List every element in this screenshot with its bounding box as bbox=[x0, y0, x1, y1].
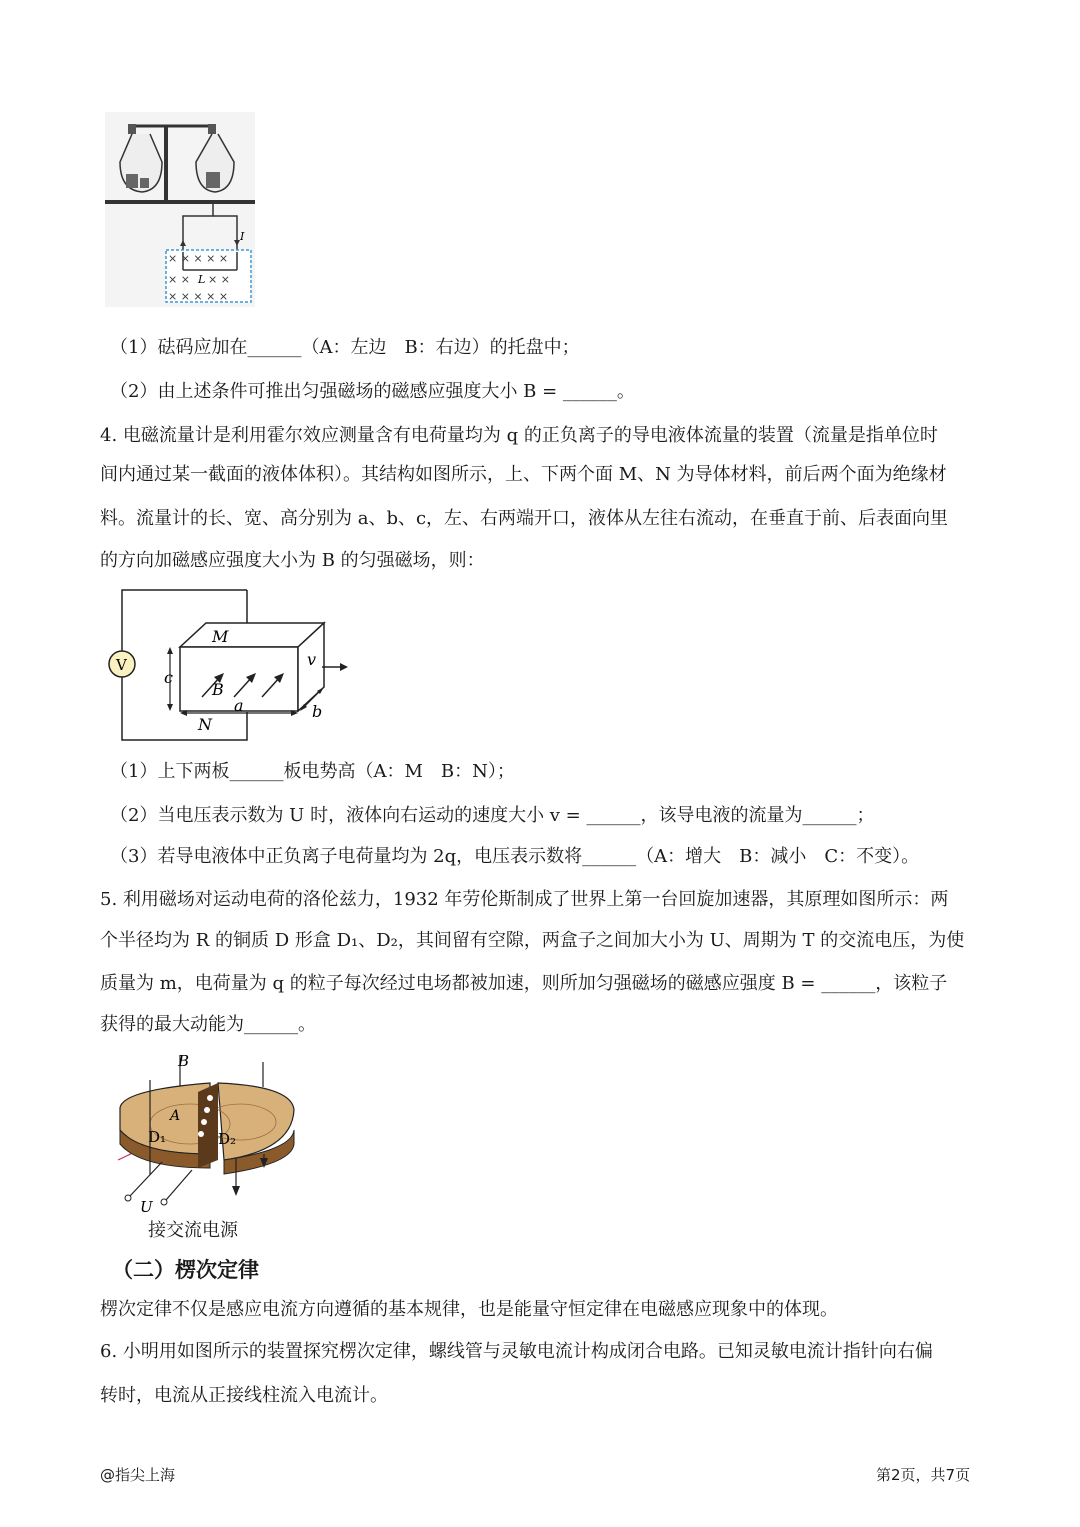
q5-line-4: 获得的最大动能为______。 bbox=[100, 1014, 316, 1035]
q6-line-1: 6. 小明用如图所示的装置探究楞次定律，螺线管与灵敏电流计构成闭合电路。已知灵敏电流计指针向右偏 bbox=[100, 1341, 933, 1362]
q3-sub2: （2）由上述条件可推出匀强磁场的磁感应强度大小 B = ______。 bbox=[110, 381, 635, 402]
q6-line-2: 转时，电流从正接线柱流入电流计。 bbox=[100, 1385, 388, 1406]
svg-text:B: B bbox=[212, 680, 224, 699]
q4-sub1: （1）上下两板______板电势高（A：M B：N）； bbox=[110, 761, 515, 782]
svg-text:× × × × ×: × × × × × bbox=[168, 290, 229, 303]
cyclotron-figure bbox=[100, 1050, 305, 1220]
svg-text:v: v bbox=[307, 650, 317, 669]
svg-text:× ×: × × bbox=[208, 273, 230, 286]
svg-text:a: a bbox=[234, 696, 244, 715]
balance-figure bbox=[100, 112, 260, 312]
q4-line-3: 料。流量计的长、宽、高分别为 a、b、c，左、右两端开口，液体从左往右流动，在垂直于前、后表面向里 bbox=[100, 508, 949, 529]
flowmeter-figure bbox=[100, 585, 350, 750]
svg-text:D₂: D₂ bbox=[218, 1130, 237, 1148]
section-intro: 楞次定律不仅是感应电流方向遵循的基本规律，也是能量守恒定律在电磁感应现象中的体现。 bbox=[100, 1299, 838, 1320]
q4-line-4: 的方向加磁感应强度大小为 B 的匀强磁场，则： bbox=[100, 550, 485, 571]
svg-text:L: L bbox=[198, 273, 206, 286]
svg-text:I: I bbox=[240, 230, 245, 243]
svg-text:U: U bbox=[140, 1198, 153, 1216]
q4-line-1: 4. 电磁流量计是利用霍尔效应测量含有电荷量均为 q 的正负离子的导电液体流量的装置（流量是指单位时 bbox=[100, 425, 938, 446]
cyclotron-caption: 接交流电源 bbox=[148, 1220, 238, 1241]
page-number: 第2页，共7页 bbox=[876, 1466, 971, 1484]
q5-line-2: 个半径均为 R 的铜质 D 形盒 D₁、D₂，其间留有空隙，两盒子之间加大小为 U、周期为 T 的交流电压，为使 bbox=[100, 930, 965, 951]
svg-text:N: N bbox=[198, 715, 212, 734]
section-heading: （二）楞次定律 bbox=[112, 1258, 259, 1282]
svg-text:b: b bbox=[312, 702, 323, 721]
svg-text:V: V bbox=[116, 656, 127, 674]
q5-line-1: 5. 利用磁场对运动电荷的洛伦兹力，1932 年劳伦斯制成了世界上第一台回旋加速器，其原理如图所示：两 bbox=[100, 889, 949, 910]
svg-text:M: M bbox=[212, 627, 229, 646]
q4-line-2: 间内通过某一截面的液体体积）。其结构如图所示，上、下两个面 M、N 为导体材料，前后两个面为绝缘材 bbox=[100, 464, 947, 485]
svg-text:× ×: × × bbox=[168, 273, 190, 286]
svg-text:A: A bbox=[170, 1108, 181, 1124]
svg-text:× × × × ×: × × × × × bbox=[168, 252, 229, 265]
q5-line-3: 质量为 m，电荷量为 q 的粒子每次经过电场都被加速，则所加匀强磁场的磁感应强度 B = ______，该粒子 bbox=[100, 973, 948, 994]
svg-text:D₁: D₁ bbox=[148, 1128, 167, 1146]
q3-sub1: （1）砝码应加在______（A：左边 B：右边）的托盘中； bbox=[110, 337, 580, 358]
q4-sub3: （3）若导电液体中正负离子电荷量均为 2q，电压表示数将______（A：增大 B：减小 C：不变）。 bbox=[110, 846, 920, 867]
q4-sub2: （2）当电压表示数为 U 时，液体向右运动的速度大小 v = ______，该导电液的流量为______； bbox=[110, 805, 875, 826]
svg-text:c: c bbox=[164, 668, 173, 687]
footer-brand: @指尖上海 bbox=[100, 1466, 176, 1484]
svg-text:B: B bbox=[178, 1052, 190, 1070]
